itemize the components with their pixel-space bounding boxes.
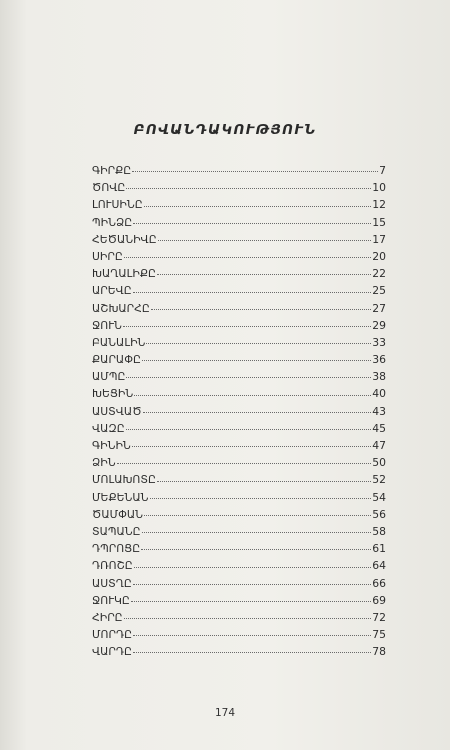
dot-leader [141, 549, 371, 550]
toc-entry-page: 54 [372, 490, 386, 504]
toc-entry-title: ԼՈՒՍԻՆԸ [92, 198, 143, 212]
toc-entry [92, 368, 386, 385]
dot-leader [126, 377, 371, 378]
page-number: 174 [214, 707, 236, 719]
dot-leader [144, 206, 372, 207]
toc-entry-page: 40 [372, 387, 386, 401]
dot-leader [134, 395, 371, 396]
toc-entry [92, 575, 386, 592]
dot-leader [124, 257, 371, 258]
dot-leader [151, 309, 371, 310]
toc-entry-page: 69 [372, 593, 386, 607]
dot-leader [144, 515, 371, 516]
toc-entry-page: 61 [372, 542, 386, 556]
toc-entry-page: 75 [372, 628, 386, 642]
toc-entry-title: ԽԵՑԻՆ [92, 387, 134, 401]
toc-entry-title: ԱՍՏՂԸ [92, 576, 132, 590]
toc-entry-page: 29 [372, 318, 386, 332]
dot-leader [150, 498, 372, 499]
dot-leader [131, 601, 371, 602]
toc-entry-page: 72 [372, 610, 386, 624]
toc-title: ԲՈՎԱՆԴԱԿՈՒԹՅՈՒՆ [133, 122, 317, 138]
toc-entry-title: ՀԵԾԱՆԻՎԸ [92, 232, 157, 246]
toc-entry [92, 317, 386, 334]
toc-entry [92, 643, 386, 660]
dot-leader [133, 292, 372, 293]
toc-entry [92, 592, 386, 609]
toc-entry [92, 609, 386, 626]
dot-leader [143, 412, 372, 413]
toc-entry-page: 12 [372, 198, 386, 212]
toc-entry-page: 38 [372, 370, 386, 384]
toc-entry [92, 420, 386, 437]
dot-leader [133, 652, 371, 653]
dot-leader [133, 584, 371, 585]
toc-entry-page: 43 [372, 404, 386, 418]
toc-entry-title: ՍԻՐԸ [92, 249, 123, 263]
toc-entry [92, 351, 386, 368]
toc-entry-page: 22 [372, 267, 386, 281]
dot-leader [142, 360, 371, 361]
toc-entry-title: ՎԱՐԴԸ [92, 645, 132, 659]
toc-entry-title: ԳԻՆԻՆ [92, 439, 131, 452]
toc-entry-page: 66 [372, 576, 386, 590]
toc-entry-title: ՀԻՐԸ [92, 610, 123, 624]
dot-leader [132, 446, 371, 447]
toc-entry-page: 50 [372, 456, 386, 470]
toc-entry [92, 214, 386, 231]
toc-entry-page: 27 [372, 301, 386, 315]
toc-entry-title: ԽԱՂԱԼԻՔԸ [92, 267, 156, 281]
toc-entry-page: 56 [372, 507, 386, 521]
toc-entry-title: ՋՈՒԿԸ [92, 593, 130, 607]
toc-entry-page: 45 [372, 421, 386, 435]
toc-entry-page: 78 [372, 645, 386, 659]
toc-entry-title: ԳԻՐՔԸ [92, 164, 132, 177]
toc-entry-page: 10 [372, 181, 386, 195]
toc-entry [92, 437, 386, 454]
toc-entry-title: ՎԱԶԸ [92, 421, 125, 435]
dot-leader [117, 463, 372, 464]
dot-leader [142, 532, 372, 533]
toc-entry-page: 7 [379, 164, 386, 177]
dot-leader [123, 326, 371, 327]
toc-entry [92, 471, 386, 488]
dot-leader [157, 481, 371, 482]
toc-entry [92, 557, 386, 574]
toc-entry-title: ՏԱՊԱՆԸ [92, 524, 141, 538]
toc-entry-title: ԲԱՆԱԼԻՆ [92, 335, 146, 349]
toc-entry [92, 385, 386, 402]
toc-entry-title: ԱՇԽԱՐՀԸ [92, 301, 150, 315]
toc-entry-title: ՄԵՔԵՆԱՆ [92, 490, 149, 504]
dot-leader [134, 567, 372, 568]
toc-entry-title: ՄՈՐԴԸ [92, 628, 132, 642]
toc-entry [92, 265, 386, 282]
toc-entry-page: 58 [372, 524, 386, 538]
toc-entry-page: 20 [372, 249, 386, 263]
toc-entry-page: 25 [372, 284, 386, 298]
table-of-contents [92, 162, 386, 660]
dot-leader [126, 429, 372, 430]
toc-entry [92, 300, 386, 317]
toc-entry-title: ԾԱՄՓԱՆ [92, 507, 144, 521]
dot-leader [146, 343, 371, 344]
dot-leader [158, 240, 372, 241]
toc-entry [92, 454, 386, 471]
dot-leader [126, 188, 371, 189]
toc-entry [92, 248, 386, 265]
toc-entry-title: ԴՌՈՇԸ [92, 559, 133, 573]
toc-entry-page: 33 [372, 335, 386, 349]
toc-entry-page: 64 [372, 559, 386, 573]
toc-entry [92, 506, 386, 523]
toc-entry-page: 36 [372, 353, 386, 367]
dot-leader [157, 274, 371, 275]
toc-entry [92, 162, 386, 179]
toc-entry-title: ՋՈՒՆ [92, 318, 122, 332]
toc-entry-title: ԾՈՎԸ [92, 181, 126, 195]
toc-entry [92, 196, 386, 213]
dot-leader [124, 618, 372, 619]
toc-entry [92, 334, 386, 351]
toc-entry [92, 179, 386, 196]
toc-entry-title: ԱՐԵՎԸ [92, 284, 132, 298]
toc-entry [92, 523, 386, 540]
toc-entry-page: 47 [372, 439, 386, 452]
toc-entry [92, 626, 386, 643]
toc-entry [92, 403, 386, 420]
dot-leader [133, 635, 371, 636]
dot-leader [133, 223, 371, 224]
toc-entry-title: ԴՊՐՈՑԸ [92, 542, 141, 556]
toc-entry-page: 17 [372, 232, 386, 246]
toc-entry-title: ԱՄՊԸ [92, 370, 126, 384]
toc-entry-page: 15 [372, 215, 386, 229]
toc-entry [92, 231, 386, 248]
toc-entry [92, 540, 386, 557]
toc-entry-title: ՁԻՆ [92, 456, 116, 470]
toc-entry-title: ԱՍՏՎԱԾ [92, 404, 142, 418]
toc-entry-title: ՄՈԼԱԽՈՏԸ [92, 473, 156, 487]
dot-leader [132, 171, 378, 172]
toc-entry-title: ՔԱՐԱՓԸ [92, 353, 141, 367]
toc-entry-title: ՊԻՆՁԸ [92, 215, 133, 229]
toc-entry [92, 489, 386, 506]
toc-entry-page: 52 [372, 473, 386, 487]
toc-entry [92, 282, 386, 299]
